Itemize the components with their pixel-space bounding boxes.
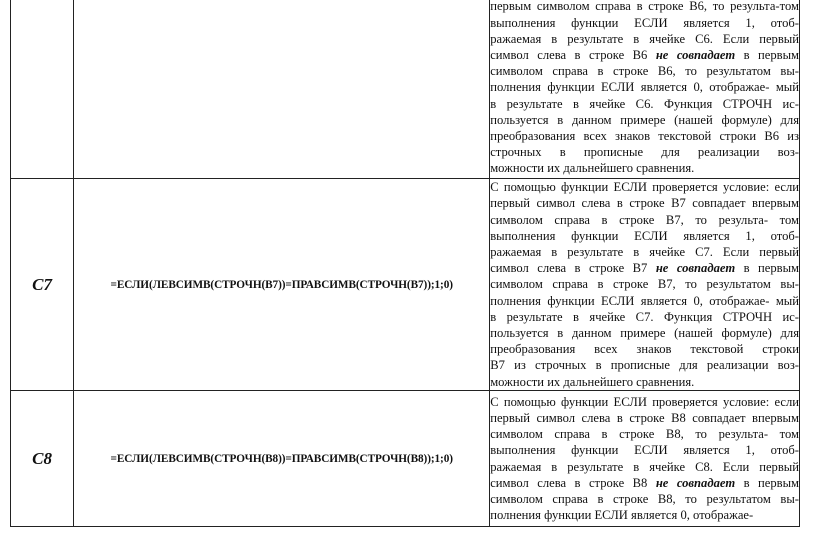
description-line [490, 31, 799, 47]
description-text: символом справа в строке В7, то результа- том [490, 212, 799, 227]
description-text: в результате в ячейке С7. Функция СТРОЧН ис- [490, 309, 799, 324]
description-line [490, 195, 799, 211]
description-text: С помощью функции ЕСЛИ проверяется условие: если [490, 180, 799, 195]
description-line [490, 459, 799, 475]
description-line [490, 47, 799, 63]
description-line [490, 325, 799, 341]
cell-name [11, 0, 74, 179]
description-text: полнения функции ЕСЛИ является 0, отображае- мый [490, 80, 799, 95]
table-row-c8 [11, 391, 800, 527]
formula-cell [74, 0, 490, 179]
description-line [490, 410, 799, 426]
description-text: первый символ слева в строке В8 совпадает впервым [490, 410, 799, 425]
cell-name: C7 [11, 179, 74, 391]
description-line [490, 491, 799, 507]
description-text: пользуется в данном примере (нашей формуле) для [490, 326, 799, 340]
description-text: В7 из строчных в прописные для реализации воз- [490, 358, 799, 373]
description-text: выполнения функции ЕСЛИ является 1, отоб- [490, 228, 799, 243]
description-line [490, 0, 799, 15]
cell-name: C8 [11, 391, 74, 527]
description-text: можности их дальнейшего сравнения. [490, 161, 695, 176]
description-line [490, 394, 799, 410]
formula-text: =ЕСЛИ(ЛЕВСИМВ(СТРОЧН(В8))=ПРАВСИМВ(СТРОЧН(В8));1;0) [110, 452, 453, 465]
description-line [490, 341, 799, 357]
description-cell [490, 179, 800, 391]
description-line [490, 212, 799, 228]
description-line [490, 96, 799, 112]
formula-text: =ЕСЛИ(ЛЕВСИМВ(СТРОЧН(В7))=ПРАВСИМВ(СТРОЧН(В7));1;0) [110, 278, 453, 291]
formula-cell [74, 391, 490, 527]
description-line [490, 15, 799, 31]
description-text: символ слева в строке В7 [490, 261, 656, 276]
description-line [490, 179, 799, 195]
description-text: выполнения функции ЕСЛИ является 1, отоб- [490, 443, 799, 458]
description-text: в первым [735, 261, 800, 276]
formula-cell [74, 179, 490, 391]
description-text: в результате в ячейке С6. Функция СТРОЧН ис- [490, 96, 799, 111]
description-line [490, 228, 799, 244]
description-line [490, 507, 799, 523]
description-text: символом справа в строке В8, то результатом вы- [490, 491, 799, 506]
description-line [490, 475, 799, 491]
description-line [490, 293, 799, 309]
description-text: символом справа в строке В7, то результатом вы- [490, 277, 799, 292]
emphasis-text: не совпадает [655, 261, 736, 276]
description-line [490, 309, 799, 325]
description-text: в первым [735, 47, 800, 62]
description-line [490, 260, 799, 276]
description-text: ражаемая в результате в ячейке С6. Если первый [490, 31, 799, 46]
description-text: ражаемая в результате в ячейке С7. Если первый [490, 244, 799, 259]
description-line [490, 144, 799, 160]
emphasis-text: не совпадает [655, 47, 736, 62]
description-text: С помощью функции ЕСЛИ проверяется условие: если [490, 394, 799, 409]
description-text: символ слева в строке В6 [490, 47, 656, 62]
description-line [490, 244, 799, 260]
description-line [490, 357, 799, 373]
description-text: первый символ слева в строке В7 совпадает впервым [490, 196, 799, 211]
description-text: строчных в прописные для реализации воз- [490, 145, 799, 160]
description-text: выполнения функции ЕСЛИ является 1, отоб- [490, 15, 799, 30]
description-text: ражаемая в результате в ячейке С8. Если первый [490, 459, 799, 474]
description-text: полнения функции ЕСЛИ является 0, отображае- мый [490, 293, 799, 308]
description-line [490, 276, 799, 292]
description-line [490, 112, 799, 128]
table-row-c6 [11, 0, 800, 179]
description-text: символом справа в строке В6, то результатом вы- [490, 64, 799, 79]
description-cell [490, 391, 800, 527]
description-cell [490, 0, 800, 179]
description-text: полнения функции ЕСЛИ является 0, отображае- [490, 508, 754, 523]
document-table [10, 0, 800, 527]
description-line [490, 374, 799, 390]
description-line [490, 63, 799, 79]
description-text: преобразования всех знаков текстовой строки [490, 342, 799, 357]
description-line [490, 79, 799, 95]
description-line [490, 442, 799, 458]
description-line [490, 426, 799, 442]
description-text: первым символом справа в строке В6, то результа-том [490, 0, 799, 14]
description-line [490, 160, 799, 176]
emphasis-text: не совпадает [655, 475, 736, 490]
description-text: можности их дальнейшего сравнения. [490, 374, 695, 389]
description-text: пользуется в данном примере (нашей формуле) для [490, 112, 799, 127]
description-text: преобразования всех знаков текстовой строки В6 из [490, 129, 799, 143]
description-line [490, 128, 799, 144]
table-row-c7 [11, 179, 800, 391]
description-text: символом справа в строке В8, то результа- том [490, 427, 799, 442]
description-text: символ слева в строке В8 [490, 475, 656, 490]
description-text: в первым [735, 475, 800, 490]
